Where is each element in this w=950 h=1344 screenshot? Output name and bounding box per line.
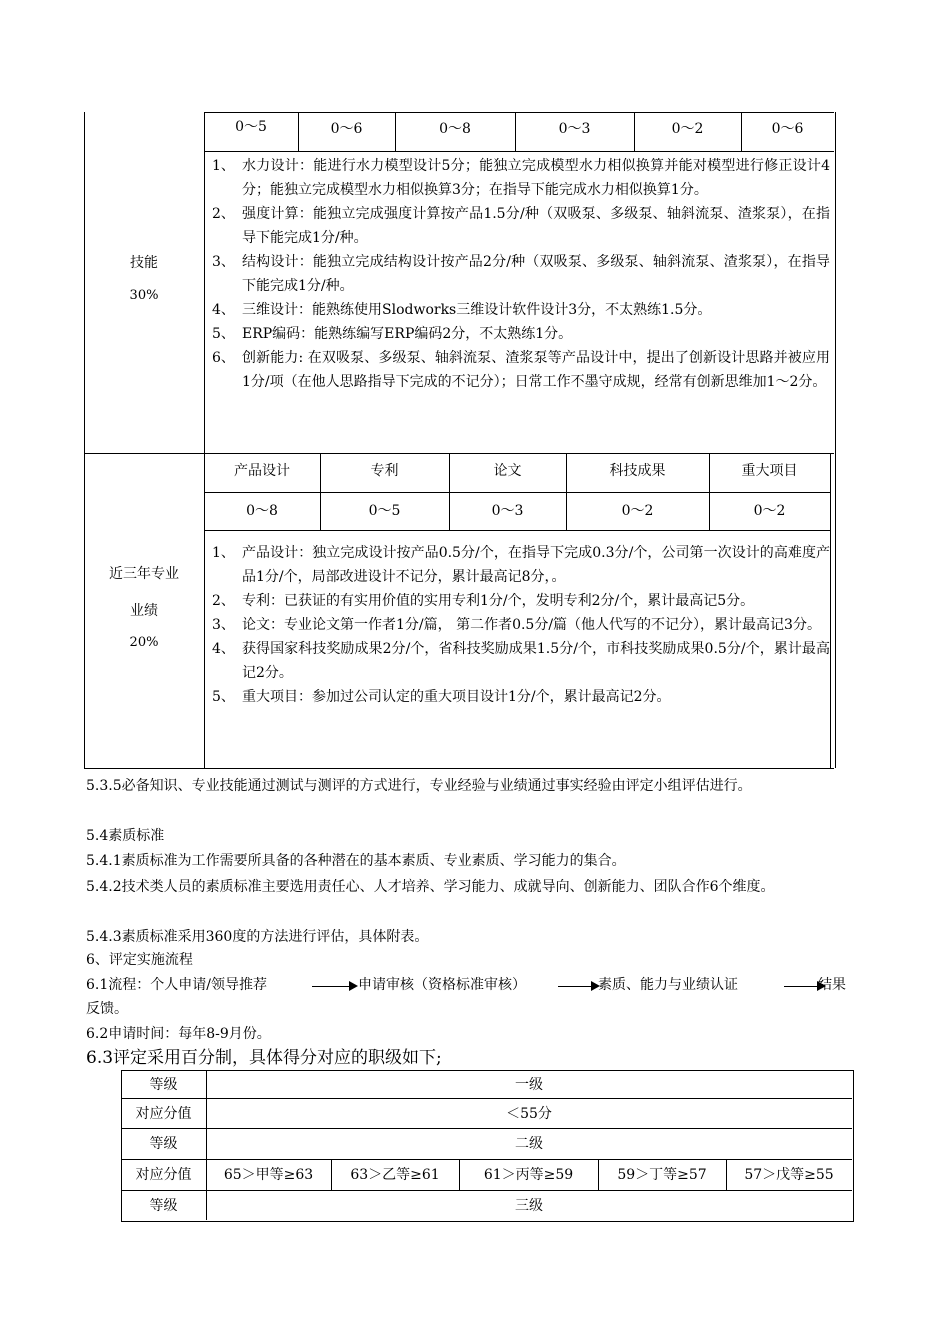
heading-5-4: 5.4素质标准 [86, 828, 165, 844]
item-text: 结构设计：能独立完成结构设计按产品2分/种（双吸泵、多级泵、轴斜流泵、渣浆泵），在指导下能完成1分/种。 [242, 254, 830, 294]
paragraph-6-2: 6.2申请时间：每年8-9月份。 [86, 1026, 271, 1042]
item-text: 获得国家科技奖励成果2分/个，省科技奖励成果1.5分/个，市科技奖励成果0.5分/个，累计最高记2分。 [242, 641, 830, 681]
right-arrow-icon [558, 986, 598, 987]
skills-percent: 30% [129, 288, 159, 303]
skills-item [212, 298, 830, 322]
skill-score-cell: 0～6 [771, 121, 804, 137]
perf-score-cell: 0～5 [368, 503, 401, 519]
item-number: 1、 [212, 158, 235, 174]
skills-item [212, 346, 830, 394]
right-arrow-icon [312, 986, 356, 987]
skills-item-list [212, 154, 830, 394]
grade-label-cell: 等级 [149, 1136, 178, 1152]
paragraph-5-4-3: 5.4.3素质标准采用360度的方法进行评估，具体附表。 [86, 929, 429, 945]
performance-label-line1: 近三年专业 [109, 566, 179, 582]
item-number: 4、 [212, 641, 235, 657]
grade-label-cell: 对应分值 [135, 1105, 192, 1122]
skill-score-cell: 0～2 [671, 121, 704, 137]
flow-step-certify: 素质、能力与业绩认证 [598, 977, 738, 993]
performance-item [212, 589, 830, 613]
skill-score-cell: 0～5 [235, 119, 267, 135]
paragraph-5-4-2: 5.4.2技术类人员的素质标准主要选用责任心、人才培养、学习能力、成就导向、创新能力、团队合作6个维度。 [86, 879, 775, 895]
perf-header-cell: 重大项目 [741, 463, 798, 479]
grade-value-cell: 一级 [515, 1076, 543, 1093]
grade-label-cell: 等级 [149, 1076, 178, 1093]
item-text: ERP编码：能熟练编写ERP编码2分，不太熟练1分。 [242, 326, 573, 342]
table-rule [830, 453, 831, 768]
table-rule [204, 530, 830, 531]
grade-value-cell: 二级 [515, 1136, 543, 1152]
flow-step-review: 申请审核（资格标准审核） [358, 977, 526, 993]
flow-tail: 反馈。 [86, 1001, 128, 1017]
item-text: 创新能力: 在双吸泵、多级泵、轴斜流泵、渣浆泵等产品设计中，提出了创新设计思路并被应用1分/项（在他人思路指导下完成的不记分）；日常工作不墨守成规，经常有创新思维加1～2分。 [242, 350, 830, 390]
item-number: 3、 [212, 617, 235, 633]
item-text: 重大项目：参加过公司认定的重大项目设计1分/个，累计最高记2分。 [242, 689, 671, 705]
performance-label-line2: 业绩 [130, 603, 158, 619]
skill-score-cell: 0～6 [330, 121, 363, 137]
performance-percent: 20% [129, 635, 159, 650]
grade-value-cell: 57＞戊等≥55 [744, 1167, 834, 1183]
table-rule [84, 768, 834, 769]
flow-step-result: 结果 [818, 977, 846, 993]
performance-item-list [212, 541, 830, 709]
perf-header-cell: 科技成果 [609, 463, 666, 479]
item-number: 3、 [212, 254, 235, 270]
table-rule [84, 453, 834, 454]
skills-item [212, 250, 830, 298]
paragraph-6-3: 6.3评定采用百分制，具体得分对应的职级如下; [86, 1048, 442, 1068]
item-text: 强度计算：能独立完成强度计算按产品1.5分/种（双吸泵、多级泵、轴斜流泵、渣浆泵），在指导下能完成1分/种。 [242, 206, 830, 246]
item-number: 2、 [212, 206, 235, 222]
skills-item [212, 322, 830, 346]
skills-label: 技能 [130, 255, 158, 271]
item-number: 4、 [212, 302, 235, 318]
grade-value-cell: 三级 [515, 1197, 543, 1214]
skills-item [212, 202, 830, 250]
performance-item [212, 637, 830, 685]
item-number: 1、 [212, 545, 235, 561]
performance-item [212, 613, 830, 637]
table-rule [204, 151, 834, 152]
grade-value-cell: 65＞甲等≥63 [223, 1167, 314, 1183]
perf-header-cell: 产品设计 [234, 463, 290, 479]
perf-score-cell: 0～2 [621, 503, 654, 519]
item-number: 5、 [212, 326, 235, 342]
grade-value-cell: 61＞丙等≥59 [483, 1167, 574, 1183]
skill-score-cell: 0～3 [558, 121, 591, 137]
performance-item [212, 541, 830, 589]
item-text: 水力设计：能进行水力模型设计5分；能独立完成模型水力相似换算并能对模型进行修正设计4分；能独立完成模型水力相似换算3分；在指导下能完成水力相似换算1分。 [242, 158, 830, 198]
perf-score-cell: 0～2 [753, 503, 786, 519]
flow-step-apply: 6.1流程：个人申请/领导推荐 [86, 977, 267, 993]
perf-score-cell: 0～3 [491, 503, 524, 519]
table-rule [204, 112, 205, 768]
heading-6: 6、评定实施流程 [86, 952, 193, 968]
table-rule [204, 492, 830, 493]
perf-score-cell: 0～8 [246, 503, 278, 519]
perf-header-cell: 论文 [493, 463, 522, 479]
performance-item [212, 685, 830, 709]
item-text: 产品设计：独立完成设计按产品0.5分/个，在指导下完成0.3分/个，公司第一次设计的高难度产品1分/个，局部改进设计不记分，累计最高记8分，。 [242, 545, 830, 585]
grade-value-cell: ＜55分 [506, 1105, 552, 1122]
grade-label-cell: 等级 [149, 1197, 178, 1214]
item-text: 专利：已获证的有实用价值的实用专利1分/个，发明专利2分/个，累计最高记5分。 [242, 593, 755, 609]
grade-value-cell: 59＞丁等≥57 [617, 1167, 707, 1183]
perf-header-cell: 专利 [370, 463, 399, 479]
item-number: 5、 [212, 689, 235, 705]
grade-label-cell: 对应分值 [135, 1167, 192, 1183]
item-text: 三维设计：能熟练使用Slodworks三维设计软件设计3分，不太熟练1.5分。 [242, 302, 712, 318]
grade-value-cell: 63＞乙等≥61 [350, 1167, 440, 1183]
item-number: 2、 [212, 593, 235, 609]
item-text: 论文：专业论文第一作者1分/篇， 第二作者0.5分/篇（他人代写的不记分），累计最高记3分。 [242, 617, 821, 633]
item-number: 6、 [212, 350, 235, 366]
skill-score-cell: 0～8 [439, 121, 471, 137]
skills-item [212, 154, 830, 202]
paragraph-5-3-5: 5.3.5必备知识、专业技能通过测试与测评的方式进行，专业经验与业绩通过事实经验由评定小组评估进行。 [86, 778, 752, 794]
paragraph-5-4-1: 5.4.1素质标准为工作需要所具备的各种潜在的基本素质、专业素质、学习能力的集合。 [86, 853, 626, 869]
